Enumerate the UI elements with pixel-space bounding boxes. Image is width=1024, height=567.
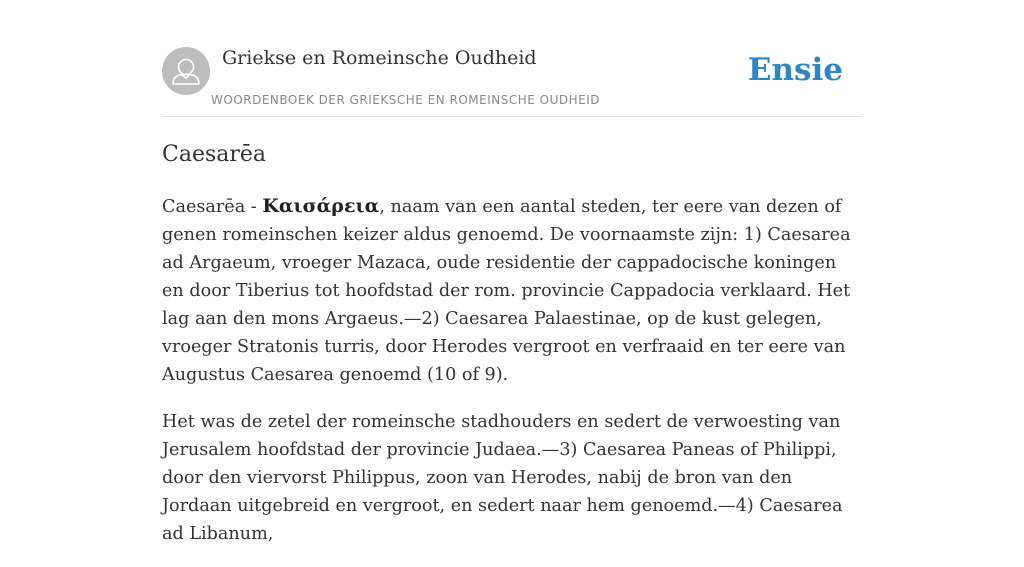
brand-logo[interactable]: Ensie: [747, 52, 843, 88]
dictionary-title[interactable]: Griekse en Romeinsche Oudheid: [222, 47, 537, 69]
entry-paragraph: Het was de zetel der romeinsche stadhouders en sedert de verwoesting van Jerusalem hoofdstad der provincie Judaea.—3) Caesarea Paneas of Philippi, door den viervorst Philippus, zoon van Herodes, nabij de bron van den Jordaan uitgebreid en vergroot, en sedert naar hem genoemd.—4) Caesarea ad Libanum,: [162, 412, 843, 544]
dictionary-subtitle: WOORDENBOEK DER GRIEKSCHE EN ROMEINSCHE OUDHEID: [211, 93, 601, 107]
avatar[interactable]: [162, 47, 210, 95]
headword-separator: -: [245, 197, 263, 217]
paragraph-text: , naam van een aantal steden, ter eere van dezen of genen romeinschen keizer aldus genoemd. De voornaamste zijn: 1) Caesarea ad Argaeum, vroeger Mazaca, oude residentie der cappadocische koningen en door Tiberius tot hoofdstad der rom. provincie Cappadocia verklaard. Het lag aan den mons Argaeus.—2) Caesarea Palaestinae, op de kust gelegen, vroeger Stratonis turris, door Herodes vergroot en verfraaid en ter eere van Augustus Caesarea genoemd (10 of 9).: [162, 197, 851, 385]
header: [162, 46, 862, 117]
user-icon: [162, 47, 210, 95]
headword: Caesarēa: [162, 197, 246, 217]
entry-paragraph: [162, 192, 862, 389]
entry-content: [162, 192, 862, 567]
page-title: Caesarēa: [162, 142, 267, 167]
greek-term: Καισάρεια: [262, 195, 380, 217]
